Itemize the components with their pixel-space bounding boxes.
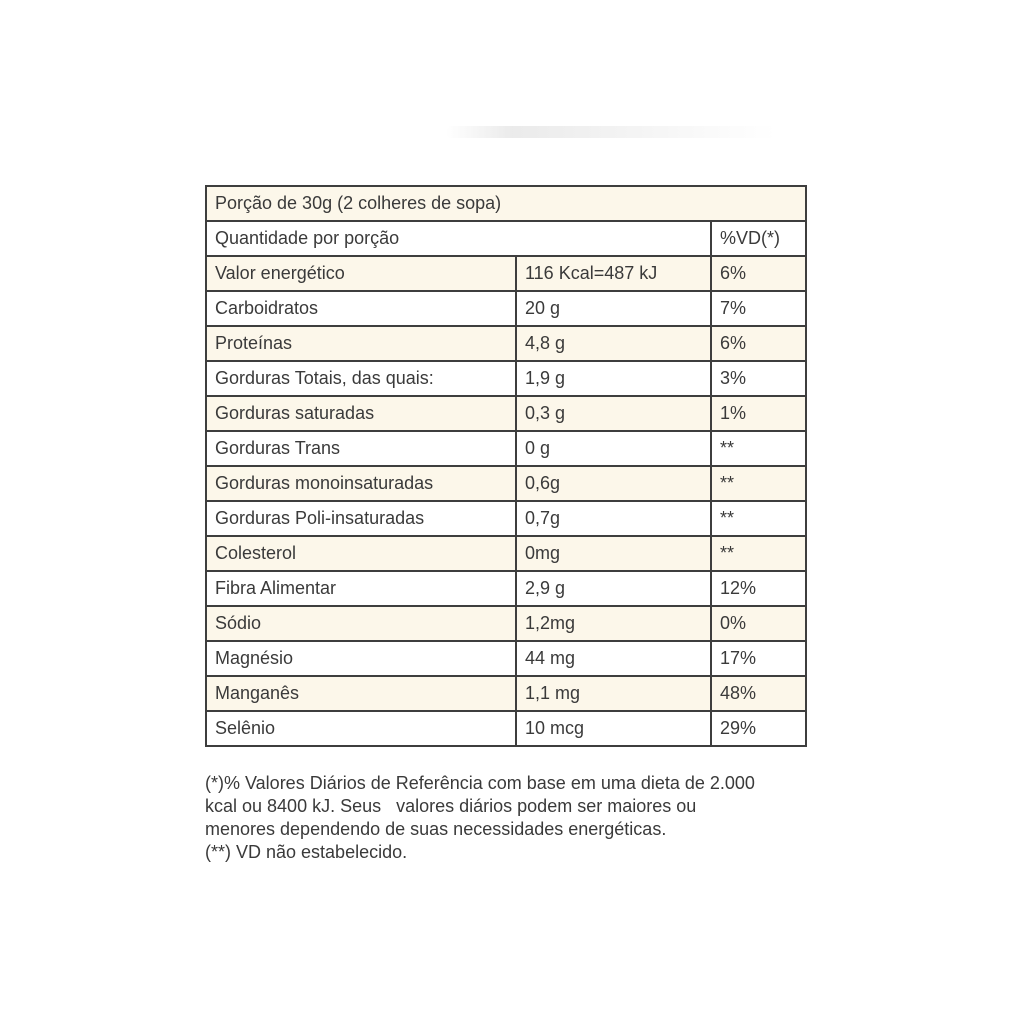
nutrient-vd: ** [711, 431, 806, 466]
top-smudge [446, 126, 776, 138]
table-row [206, 501, 806, 536]
nutrient-vd: ** [711, 501, 806, 536]
nutrient-vd: ** [711, 466, 806, 501]
table-row [206, 326, 806, 361]
nutrient-vd: 48% [711, 676, 806, 711]
table-row [206, 571, 806, 606]
footnotes [205, 772, 805, 864]
quantity-header: Quantidade por porção [206, 221, 711, 256]
nutrient-amount: 1,1 mg [516, 676, 711, 711]
nutrient-amount: 0 g [516, 431, 711, 466]
nutrient-amount: 2,9 g [516, 571, 711, 606]
nutrient-amount: 1,9 g [516, 361, 711, 396]
portion-row [206, 186, 806, 221]
nutrient-amount: 0,7g [516, 501, 711, 536]
nutrient-name: Manganês [206, 676, 516, 711]
nutrient-name: Valor energético [206, 256, 516, 291]
table-row [206, 711, 806, 746]
nutrient-name: Gorduras saturadas [206, 396, 516, 431]
nutrient-name: Gorduras Totais, das quais: [206, 361, 516, 396]
nutrient-amount: 0,6g [516, 466, 711, 501]
nutrient-amount: 44 mg [516, 641, 711, 676]
nutrient-vd: 0% [711, 606, 806, 641]
table-row [206, 361, 806, 396]
nutrient-vd: 6% [711, 326, 806, 361]
nutrient-vd: 7% [711, 291, 806, 326]
nutrient-vd: 12% [711, 571, 806, 606]
nutrient-amount: 10 mcg [516, 711, 711, 746]
table-row [206, 536, 806, 571]
footnote-line: menores dependendo de suas necessidades energéticas. [205, 819, 667, 839]
nutrient-vd: 1% [711, 396, 806, 431]
nutrient-name: Gorduras Poli-insaturadas [206, 501, 516, 536]
nutrient-name: Colesterol [206, 536, 516, 571]
footnote-line: (**) VD não estabelecido. [205, 842, 408, 862]
nutrient-name: Carboidratos [206, 291, 516, 326]
table-row [206, 431, 806, 466]
nutrient-name: Gorduras Trans [206, 431, 516, 466]
nutrient-amount: 4,8 g [516, 326, 711, 361]
nutrient-vd: 6% [711, 256, 806, 291]
footnote-line: (*)% Valores Diários de Referência com base em uma dieta de 2.000 [205, 773, 755, 793]
nutrient-amount: 0,3 g [516, 396, 711, 431]
table-row [206, 466, 806, 501]
table-row [206, 606, 806, 641]
nutrient-amount: 20 g [516, 291, 711, 326]
header-row [206, 221, 806, 256]
portion-cell: Porção de 30g (2 colheres de sopa) [206, 186, 806, 221]
nutrient-amount: 1,2mg [516, 606, 711, 641]
nutrient-name: Proteínas [206, 326, 516, 361]
nutrient-vd: 29% [711, 711, 806, 746]
nutrient-name: Gorduras monoinsaturadas [206, 466, 516, 501]
table-row [206, 291, 806, 326]
nutrient-amount: 116 Kcal=487 kJ [516, 256, 711, 291]
nutrient-name: Selênio [206, 711, 516, 746]
nutrient-amount: 0mg [516, 536, 711, 571]
nutrient-vd: 3% [711, 361, 806, 396]
nutrient-name: Fibra Alimentar [206, 571, 516, 606]
nutrition-table [205, 185, 807, 747]
footnote-line: kcal ou 8400 kJ. Seus valores diários podem ser maiores ou [205, 796, 697, 816]
vd-header: %VD(*) [711, 221, 806, 256]
nutrient-vd: 17% [711, 641, 806, 676]
table-row [206, 256, 806, 291]
table-row [206, 676, 806, 711]
nutrient-name: Magnésio [206, 641, 516, 676]
table-row [206, 396, 806, 431]
nutrient-name: Sódio [206, 606, 516, 641]
table-row [206, 641, 806, 676]
nutrient-vd: ** [711, 536, 806, 571]
